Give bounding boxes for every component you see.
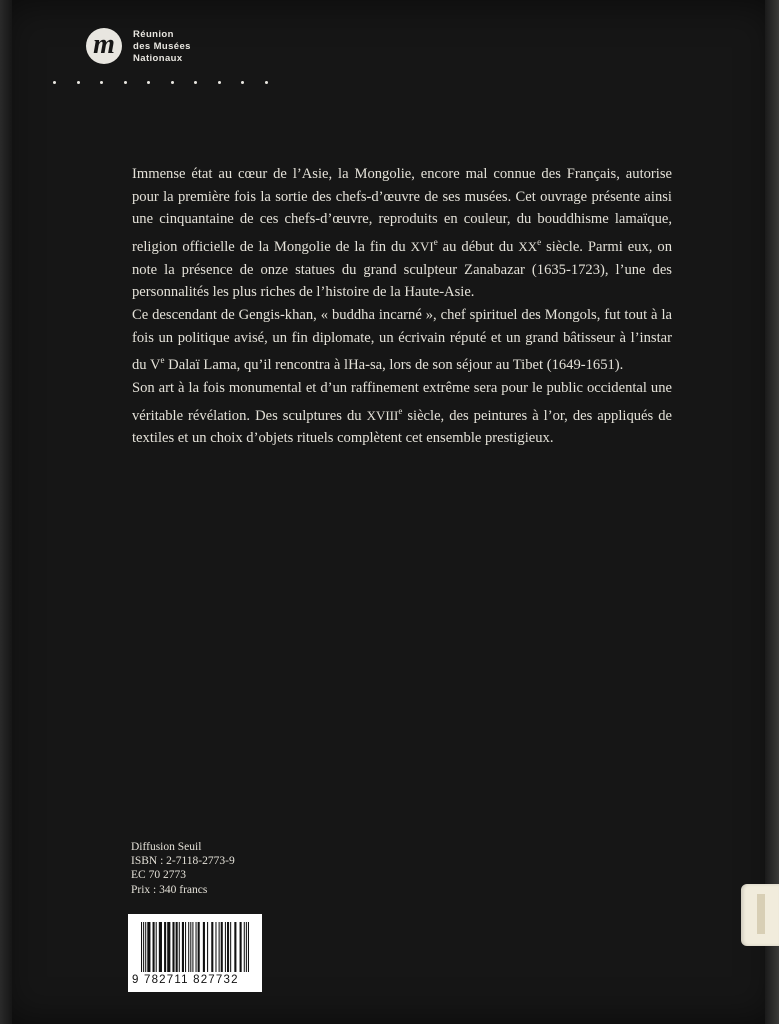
logo-line-1: Réunion	[133, 29, 174, 40]
isbn-line: ISBN : 2-7118-2773-9	[131, 855, 235, 868]
barcode-digits: 9 782711 827732	[132, 974, 239, 986]
logo-dot	[77, 81, 80, 84]
logo-dot	[147, 81, 150, 84]
logo-dot	[194, 81, 197, 84]
distributor-line: Diffusion Seuil	[131, 841, 202, 853]
logo-dot	[241, 81, 244, 84]
logo-dot	[218, 81, 221, 84]
blurb-paragraph: Immense état au cœur de l’Asie, la Mongolie, encore mal connue des Français, autorise pour la première fois la sortie des chefs-d’œuvre de ses musées. Cet ouvrage présente ainsi une cinquantaine de ces chefs-d’œuvre, reproduits en couleur, du bouddhisme lamaïque, religion officielle de la Mongolie de la fin du XVIe au début du XXe siècle. Parmi eux, on note la présence de onze statues du grand sculpteur Zanabazar (1635-1723), l’une des personnalités les plus riches de l’histoire de la Haute-Asie.	[132, 166, 672, 301]
logo-dot	[171, 81, 174, 84]
sticker-strip	[757, 894, 765, 934]
blurb-text	[132, 163, 672, 450]
logo-wordmark	[133, 29, 191, 65]
colophon	[131, 840, 235, 897]
blurb-paragraph: Son art à la fois monumental et d’un raffinement extrême sera pour le public occidental une véritable révélation. Des sculptures du XVIIIe siècle, des peintures à l’or, des appliqués de textiles et un choix d’objets rituels complètent cet ensemble prestigieux.	[132, 380, 672, 447]
cover-right-edge	[765, 0, 779, 1024]
blurb-paragraph: Ce descendant de Gengis-khan, « buddha incarné », chef spirituel des Mongols, fut tout à la fois un politique avisé, un fin diplomate, un écrivain réputé et un grand bâtisseur à l’instar du Ve Dalaï Lama, qu’il rencontra à lHa-sa, lors de son séjour au Tibet (1649-1651).	[132, 307, 672, 374]
barcode-label	[128, 914, 262, 992]
barcode-bars	[141, 922, 249, 974]
logo-dot	[124, 81, 127, 84]
logo-dot	[265, 81, 268, 84]
spine-edge	[0, 0, 12, 1024]
library-sticker	[741, 884, 779, 946]
logo-dot	[53, 81, 56, 84]
logo-dot-row	[53, 71, 288, 89]
logo-line-2: des Musées	[133, 41, 191, 52]
price-line: Prix : 340 francs	[131, 883, 208, 896]
ec-line: EC 70 2773	[131, 869, 186, 882]
logo-monogram: m	[86, 28, 122, 64]
logo-line-3: Nationaux	[133, 53, 183, 64]
logo-dot	[100, 81, 103, 84]
